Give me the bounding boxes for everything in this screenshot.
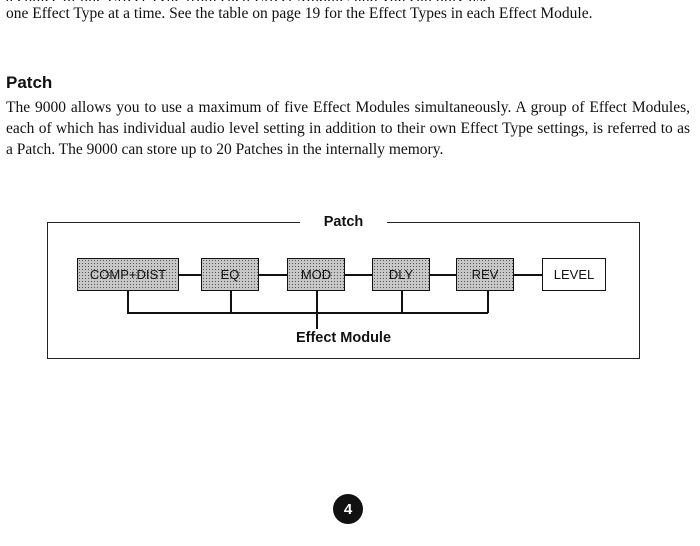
module-level: LEVEL bbox=[542, 258, 606, 291]
section-heading-patch: Patch bbox=[6, 73, 53, 92]
bracket-line bbox=[127, 312, 488, 314]
connector-line bbox=[258, 274, 288, 276]
connector-line bbox=[344, 274, 373, 276]
module-eq: EQ bbox=[201, 258, 259, 291]
bracket-tick bbox=[487, 291, 489, 313]
patch-diagram bbox=[47, 214, 640, 359]
patch-paragraph: The 9000 allows you to use a maximum of five Effect Modules simultaneously. A group of Effect Modules, each of which has individual audio level setting in addition to their own Effect Type settings, is referred to as a Patch. The 9000 can store up to 20 Patches in the internally memory. bbox=[6, 99, 690, 158]
module-dly: DLY bbox=[372, 258, 430, 291]
diagram-title-text: Patch bbox=[300, 214, 388, 230]
page-number: 4 bbox=[333, 494, 363, 524]
connector-line bbox=[178, 274, 202, 276]
effect-module-label: Effect Module bbox=[295, 330, 392, 346]
intro-paragraph: one Effect Type at a time. See the table on page 19 for the Effect Types in each Effect Module. bbox=[6, 5, 593, 22]
bracket-tick bbox=[230, 291, 232, 313]
cutoff-text-line bbox=[6, 0, 696, 1]
cutoff-text bbox=[6, 0, 696, 1]
connector-line bbox=[513, 274, 542, 276]
module-mod: MOD bbox=[287, 258, 345, 291]
bracket-tick bbox=[401, 291, 403, 313]
diagram-title bbox=[48, 213, 639, 231]
connector-line bbox=[429, 274, 457, 276]
module-comp-dist: COMP+DIST bbox=[77, 258, 179, 291]
bracket-stem bbox=[316, 291, 318, 329]
module-rev: REV bbox=[456, 258, 514, 291]
bracket-tick bbox=[127, 291, 129, 313]
